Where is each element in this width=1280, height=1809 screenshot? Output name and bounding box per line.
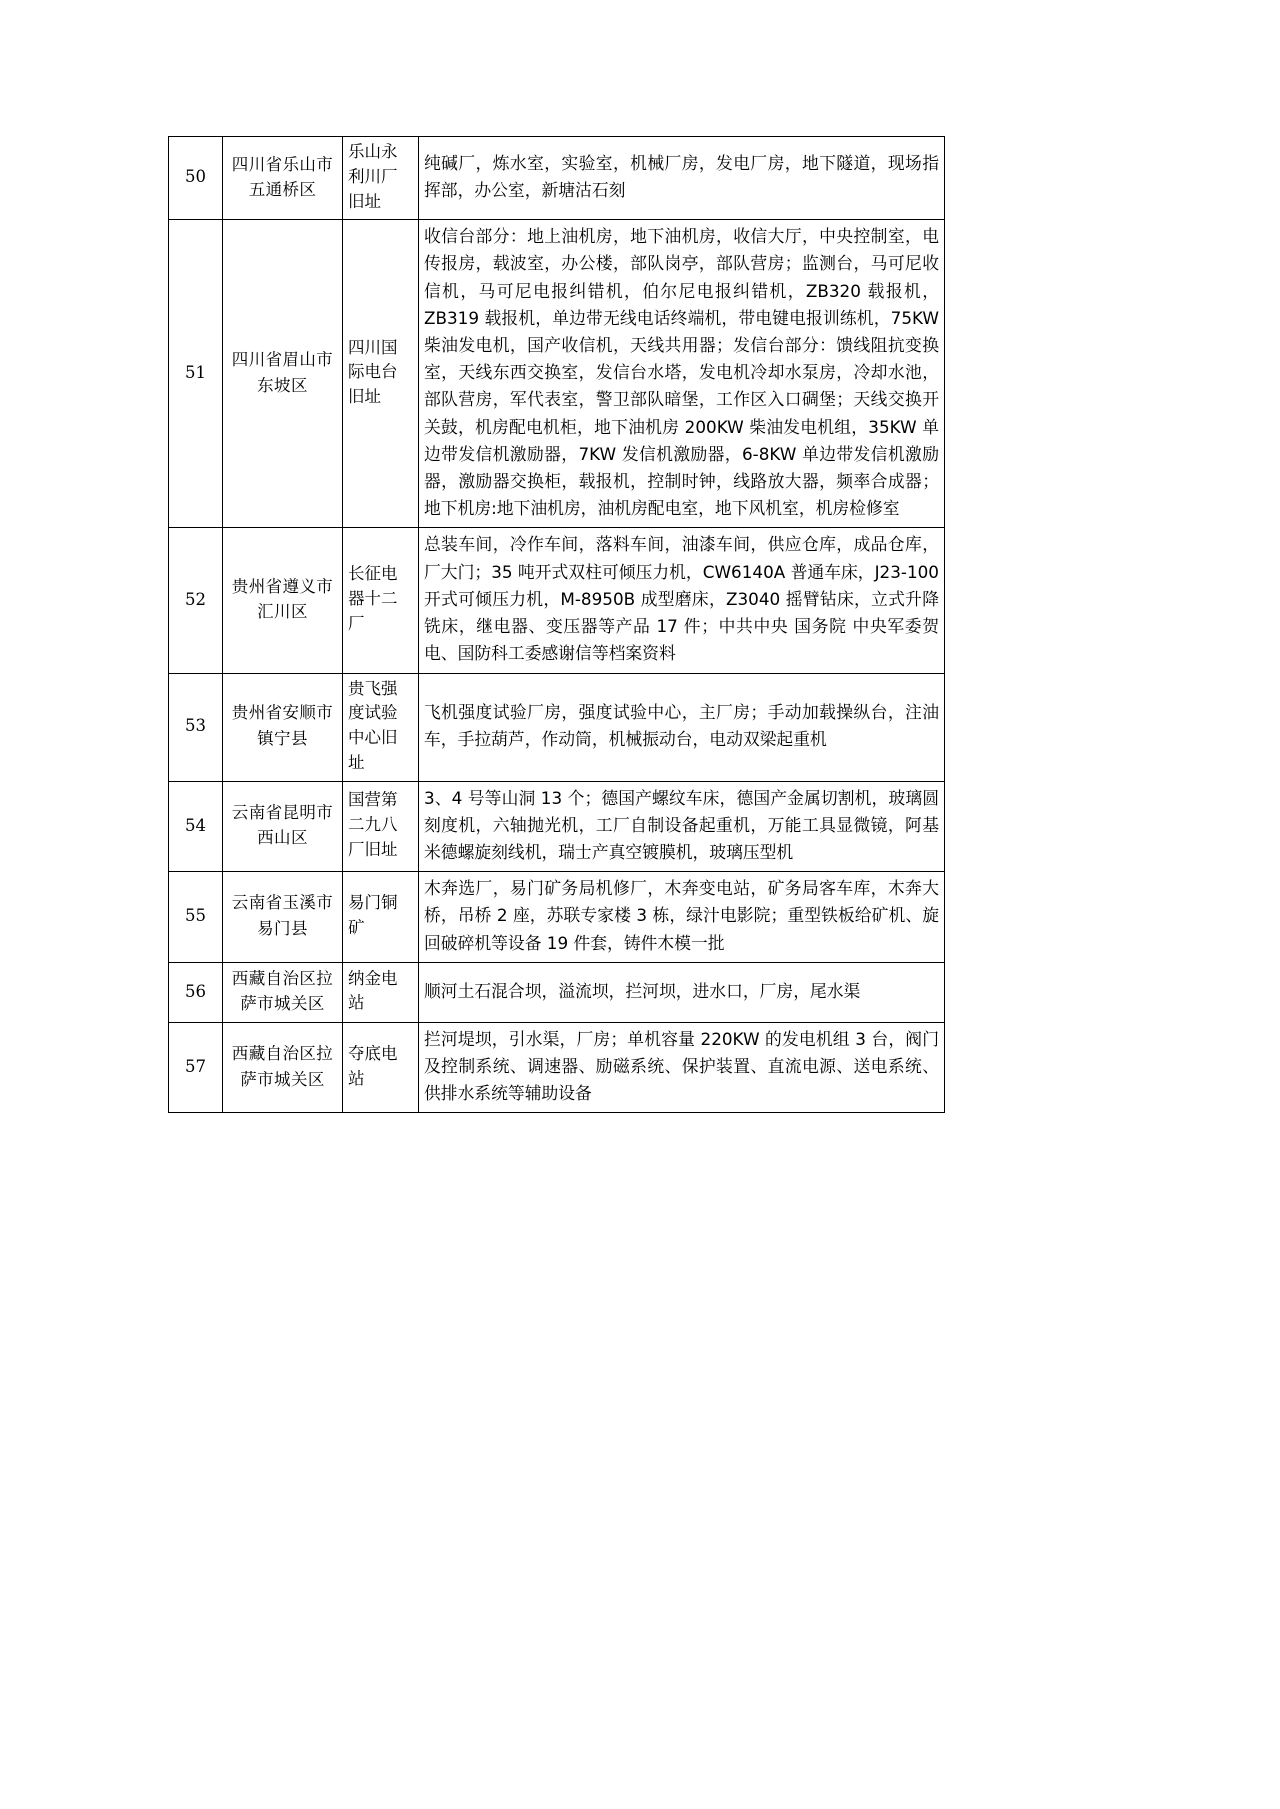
table-row — [169, 528, 945, 673]
table-row — [169, 1022, 945, 1113]
row-location: 云南省玉溪市易门县 — [223, 872, 343, 963]
table-row — [169, 137, 945, 220]
row-number: 56 — [169, 962, 223, 1022]
row-name: 四川国际电台旧址 — [343, 220, 419, 528]
row-location: 云南省昆明市西山区 — [223, 781, 343, 872]
row-name: 贵飞强度试验中心旧址 — [343, 673, 419, 781]
row-number: 50 — [169, 137, 223, 220]
row-description: 总装车间，冷作车间，落料车间，油漆车间，供应仓库，成品仓库，厂大门；35 吨开式双柱可倾压力机，CW6140A 普通车床，J23-100 开式可倾压力机，M-8950B 成型磨床，Z3040 摇臂钻床，立式升降铣床，继电器、变压器等产品 17 件；中共中央 国务院 中央军委贺电、国防科工委感谢信等档案资料 — [419, 528, 945, 673]
row-name: 夺底电站 — [343, 1022, 419, 1113]
table-body — [169, 137, 945, 1113]
row-name: 长征电器十二厂 — [343, 528, 419, 673]
row-name: 国营第二九八厂旧址 — [343, 781, 419, 872]
row-description: 收信台部分：地上油机房，地下油机房，收信大厅，中央控制室，电传报房，载波室，办公楼，部队岗亭，部队营房；监测台，马可尼收信机，马可尼电报纠错机，伯尔尼电报纠错机，ZB320 载报机，ZB319 载报机，单边带无线电话终端机，带电键电报训练机，75KW 柴油发电机，国产收信机，天线共用器；发信台部分：馈线阻抗变换室，天线东西交换室，发信台水塔，发电机冷却水泵房，冷却水池，部队营房，军代表室，警卫部队暗堡，工作区入口碉堡；天线交换开关鼓，机房配电机柜，地下油机房 200KW 柴油发电机组，35KW 单边带发信机激励器，7KW 发信机激励器，6-8KW 单边带发信机激励器，激励器交换柜，载报机，控制时钟，线路放大器，频率合成器；地下机房:地下油机房，油机房配电室，地下风机室，机房检修室 — [419, 220, 945, 528]
row-description: 顺河土石混合坝，溢流坝，拦河坝，进水口，厂房，尾水渠 — [419, 962, 945, 1022]
row-number: 53 — [169, 673, 223, 781]
table-row — [169, 220, 945, 528]
row-location: 西藏自治区拉萨市城关区 — [223, 962, 343, 1022]
row-location: 西藏自治区拉萨市城关区 — [223, 1022, 343, 1113]
row-description: 3、4 号等山洞 13 个；德国产螺纹车床，德国产金属切割机，玻璃圆刻度机，六轴抛光机，工厂自制设备起重机，万能工具显微镜，阿基米德螺旋刻线机，瑞士产真空镀膜机，玻璃压型机 — [419, 781, 945, 872]
row-description: 木奔选厂，易门矿务局机修厂，木奔变电站，矿务局客车库，木奔大桥，吊桥 2 座，苏联专家楼 3 栋，绿汁电影院；重型铁板给矿机、旋回破碎机等设备 19 件套，铸件木模一批 — [419, 872, 945, 963]
row-description: 飞机强度试验厂房，强度试验中心，主厂房；手动加载操纵台，注油车，手拉葫芦，作动筒，机械振动台，电动双梁起重机 — [419, 673, 945, 781]
row-description: 纯碱厂，炼水室，实验室，机械厂房，发电厂房，地下隧道，现场指挥部，办公室，新塘沽石刻 — [419, 137, 945, 220]
row-number: 55 — [169, 872, 223, 963]
heritage-inventory-table — [168, 136, 945, 1113]
row-number: 54 — [169, 781, 223, 872]
row-number: 51 — [169, 220, 223, 528]
row-description: 拦河堤坝，引水渠，厂房；单机容量 220KW 的发电机组 3 台，阀门及控制系统、调速器、励磁系统、保护装置、直流电源、送电系统、供排水系统等辅助设备 — [419, 1022, 945, 1113]
row-name: 乐山永利川厂旧址 — [343, 137, 419, 220]
row-location: 四川省乐山市五通桥区 — [223, 137, 343, 220]
table-row — [169, 781, 945, 872]
table-row — [169, 872, 945, 963]
row-location: 四川省眉山市东坡区 — [223, 220, 343, 528]
row-name: 易门铜矿 — [343, 872, 419, 963]
table-row — [169, 962, 945, 1022]
table-row — [169, 673, 945, 781]
row-number: 57 — [169, 1022, 223, 1113]
row-location: 贵州省遵义市汇川区 — [223, 528, 343, 673]
row-name: 纳金电站 — [343, 962, 419, 1022]
row-number: 52 — [169, 528, 223, 673]
row-location: 贵州省安顺市镇宁县 — [223, 673, 343, 781]
